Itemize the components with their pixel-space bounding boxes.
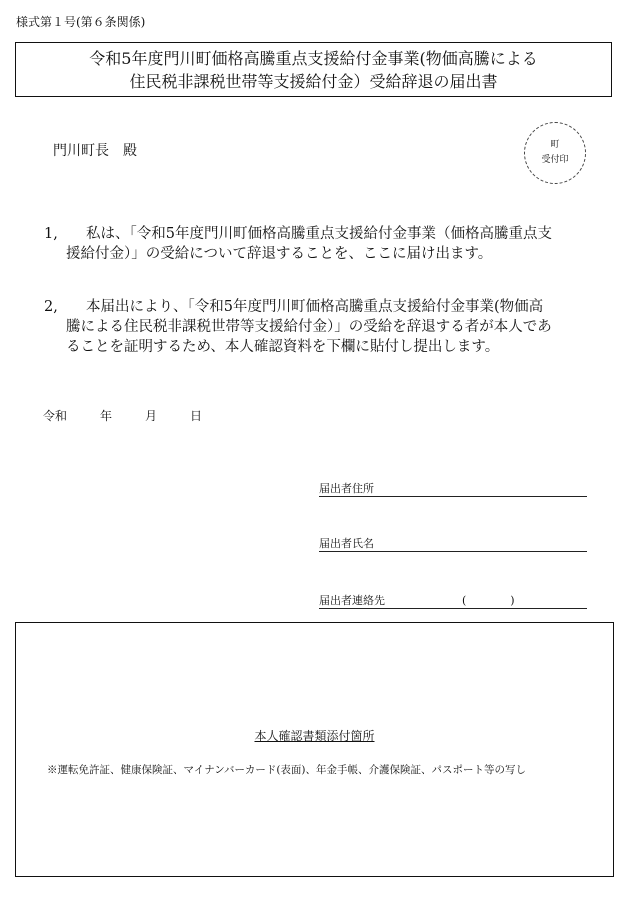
document-title <box>15 42 612 97</box>
paragraph-2-number: 2, <box>44 299 58 315</box>
id-box-title-text: 本人確認書類添付箇所 <box>254 729 375 743</box>
applicant-address-label: 届出者住所 <box>319 482 374 495</box>
contact-parentheses: ( ) <box>462 594 515 607</box>
date-month: 月 <box>145 409 158 423</box>
paragraph-1-line-2: 援給付金）」の受給について辞退することを、ここに届け出ます。 <box>66 246 493 262</box>
applicant-name-label: 届出者氏名 <box>319 537 374 550</box>
paragraph-1 <box>44 224 594 264</box>
form-number: 様式第１号(第６条関係) <box>16 15 146 29</box>
id-box-note: ※運転免許証、健康保険証、マイナンバーカード(表面)、年金手帳、介護保険証、パスポート等の写し <box>47 764 527 776</box>
paragraph-2-line-1: 本届出により、「令和5年度門川町価格高騰重点支援給付金事業(物価高 <box>86 299 544 315</box>
paragraph-1-line-1: 私は、「令和5年度門川町価格高騰重点支援給付金事業（価格高騰重点支 <box>86 226 552 242</box>
seal-line-1: 町 <box>550 140 560 150</box>
paragraph-2-line-3: ることを証明するため、本人確認資料を下欄に貼付し提出します。 <box>66 339 500 355</box>
applicant-contact-label: 届出者連絡先 <box>319 594 385 607</box>
paragraph-1-number: 1, <box>44 226 58 242</box>
id-document-attachment-area <box>15 622 614 877</box>
paragraph-2-line-2: 騰による住民税非課税世帯等支援給付金）」の受給を辞退する者が本人であ <box>66 319 552 335</box>
applicant-contact-field[interactable] <box>319 593 587 609</box>
addressee: 門川町長 殿 <box>53 143 137 159</box>
reception-seal-stamp <box>524 122 586 184</box>
date-era: 令和 <box>43 409 68 423</box>
date-day: 日 <box>190 409 203 423</box>
title-line-1: 令和5年度門川町価格高騰重点支援給付金事業(物価高騰による <box>89 48 538 68</box>
applicant-name-field[interactable] <box>319 536 587 552</box>
date-line <box>43 407 202 424</box>
title-line-2: 住民税非課税世帯等支援給付金）受給辞退の届出書 <box>129 71 498 91</box>
paragraph-2 <box>44 297 594 357</box>
id-box-title <box>16 727 613 744</box>
seal-line-2: 受付印 <box>541 155 569 165</box>
date-year: 年 <box>100 409 113 423</box>
applicant-address-field[interactable] <box>319 481 587 497</box>
